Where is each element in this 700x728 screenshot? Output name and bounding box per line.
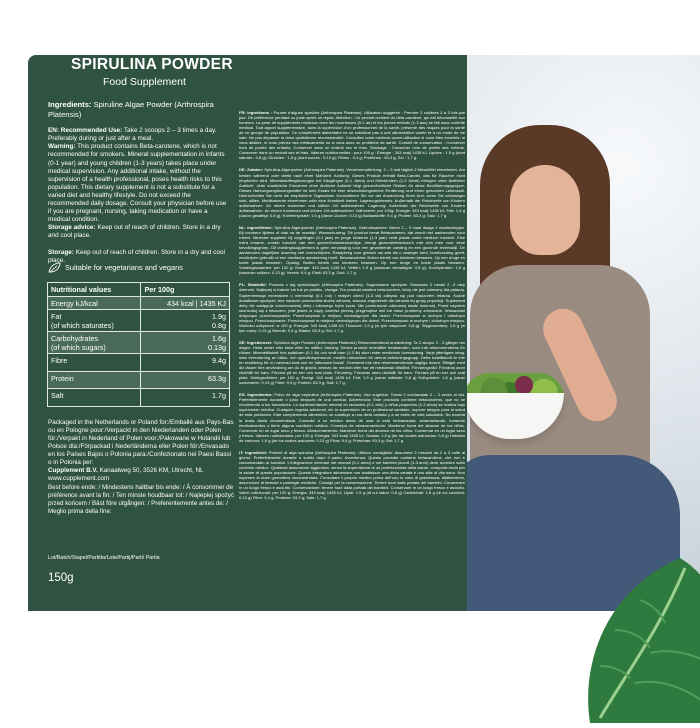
vegan-note (48, 262, 183, 273)
company-name: Cupplement B.V. (48, 467, 98, 474)
translation-text: Spirulina-Algenpulver (Arthrospira Platensis). Verzehrempfehlung: 2 – 3 mal täglich 2 Messlöffel einnehmen. Am besten während oder direkt nach einer Mahlzeit. Achtung: Dieses Produkt enthält Beta-Carotin, das für Raucher nicht empfohlen wird. Mineralstoffergänzungen bei Säuglingen (0-1 Jahre) und Kleinkindern (1-3 Jahre) erfolgen unter ärztlicher Aufsicht. Jede zusätzliche Einnahme ohne ärztliche Aufsicht birgt gesundheitliche Risiken für diese Bevölkerungsgruppe. Dieses Nahrungsergänzungsmittel ist kein Ersatz für eine abwechslungsreiche Ernährung und einen gesunden Lebensstil. Überschreiten Sie nicht die empfohlene Tagesdosis. Konsultieren Sie vor der Anwendung Ihren Arzt, wenn Sie schwanger sind, stillen, Medikamente einnehmen oder eine Krankheit haben. Lagerungshinweis: Außerhalb der Reichweite von Kindern aufbewahren. An einem trockenen und kühlen Ort aufbewahren. Lagerung: Außerhalb der Reichweite von Kindern aufbewahren. An einem trockenen und kühlen Ort aufbewahren. Nährwerte: pro 100g: Energie: 343 kcal| 1435 kJ; Fett: 1,9 g (davon gesättigt: 0,8 g); Kohlenhydrate: 1,6 g (davon Zucker: 0,13 g) Ballaststoffe: 9,4 g; Protein: 63,3 g; Salz: 1,7 g. (239, 167, 466, 218)
nutrition-value (141, 332, 230, 354)
translation-text: Spirulina Alger Powder (Arthrospira Platensis) Rekommenderad användning: Ta 2 skopor 2 - 3 gånger om dagen. Helst under eller strax efter en måltid. Varning: Denna produkt innehåller betakaroten, som inte rekommenderas för rökare. Mineraltillskott hos spädbarn (0-1 år) och små barn (1-3 år) sker under medicinsk övervakning. Varje ytterligare intag, utan övervakning av hälso- och sjukvårdspersonal, medför hälsorisker för denna befolkningsgrupp. Detta kosttillskott är inte en ersättning för en varierad kost och en hälsosam livsstil. Överskrid inte den rekommenderade dagliga dosen. Rådgör med din läkare före användning om du är gravid, ammar, tar medicin eller har ett medicinskt tillstånd. Förvaringsråd: Förvaras utom räckhåll för barn. Förvara på en torr och sval plats. Förvaring: Förvaras utom räckhåll för barn. Förvara på en torr och sval plats. Näringsvärden: per 100 g: Energi: 343 kcal| 1435 kJ; Fett: 1,9 g (varav mättade: 0,8 g) Kolhydrater: 1,6 g (varav sockerarter: 0,13 g) Fiber: 9,4 g; Protein: 63,3 g; Salt: 1,7 g. (239, 339, 465, 386)
storage-advice (48, 224, 230, 240)
carbohydrates-value: 1.6g (212, 333, 226, 343)
nutrition-row-fat (48, 310, 230, 332)
translation-es (239, 392, 465, 442)
translations-column (239, 110, 465, 507)
nutrition-value: 1.7g (141, 389, 230, 407)
translation-text: Spirulina Algenpoeder (Arthrospira Platensis). Gebruiksadvies: Neem 2 – 3 maal daags 2 maatschepjes. Bij voorkeur tijdens of vlak na de maaltijd. Waarschuwing: Dit product bevat Bètacaroteen, dat wordt niet aanbevolen voor rokers. Minerale suppletie bij zuigelingen (0-1 jaar) en jonge kinderen (1-3 jaar) vindt plaats onder medisch toezicht. Elke extra inname, zonder toezicht van een gezondheidsdeskundige, brengt gezondheidsrisico's met zich mee voor deze bevolkingsgroep. Dit voedingssupplement is geen vervanging voor een gevarieerde voeding en een gezonde levensstijl. De aanbevolen dagelijkse dosering niet overschrijden. Raadpleeg voor gebruik uw arts als u zwanger bent, borstvoeding geeft, medicijnen gebruikt of een medische aandoening heeft. Bewaaradvies: Buiten bereik van kinderen bewaren. Op een droge en koele plaats bewaren. Opslag: Buiten bereik van kinderen bewaren. Op een droge en koele plaats bewaren. Voedingswaarden: per 100 g: Energie: 343 kcal| 1435 kJ; Vetten: 1,9 g (waarvan verzadigde: 0,8 g); Koolhydraten: 1,6 g (waarvan suikers: 0,13 g); Vezels: 9,4 g; Eiwit: 63,3 g; Zout: 1,7 g. (239, 224, 466, 276)
leaf-icon (48, 262, 61, 273)
translation-it (239, 450, 465, 500)
storage-advice-text: Keep out of reach of children. Store in a dry and cool place. (48, 224, 221, 240)
nutrition-value: 9.4g (141, 354, 230, 372)
nutrition-header-row (48, 283, 230, 297)
nutrition-row-carbohydrates (48, 332, 230, 354)
decorative-leaf-icon (570, 548, 700, 728)
ingredients (48, 100, 230, 119)
translation-heading: ES: Ingredientes: (239, 392, 273, 398)
nutrition-label (48, 310, 141, 332)
nutrition-label: Salt (48, 389, 141, 407)
vegan-note-text: Suitable for vegetarians and vegans (65, 263, 183, 272)
lot-number: Lot/Batch/Stapel/Partitta/Lote/Partij/Parti/ Partia (48, 555, 160, 561)
company-address: Kanaalweg 50, 3526 KM, Utrecht, NL (99, 467, 204, 474)
translation-heading: PL: Składniki: (239, 282, 267, 288)
translation-heading: FR: Ingrédients : (239, 110, 272, 115)
translation-fr (239, 110, 465, 160)
nutrition-value (141, 310, 230, 332)
best-before: Best before ende: / Mindestens haltbar bis ende: / À consommer de préférence avant la fin: / Ten minste houdbaar tot: / Najlepiej spożyć przed końcem / Bäst före utgången: / Preferentemente antes de: / Meglio prima della fine: (48, 484, 234, 515)
nutrition-label: Energy kJ/kcal (48, 297, 141, 310)
fat-saturates-value: 0.8g (212, 320, 226, 330)
carbohydrates-label: Carbohydrates (51, 333, 99, 343)
warning-text: This product contains Beta-carotene, which is not recommended for smokers. Mineral supplementation in infants (0-1 year) and young children (1-3 years) takes place under medical supervision. Any additional intake, without the supervision of a health professional, poses health risks to this population. This dietary supplement is not a substitute for a varied diet and healthy lifestyle. Do not exceed the recommended daily dosage. Consult your physician before use if you are pregnant, nursing, taking medication or have a medical condition. (48, 143, 227, 224)
nutrition-label: Fibre (48, 354, 141, 372)
nutrition-value: 63.3g (141, 372, 230, 389)
nutrition-row-fibre (48, 354, 230, 372)
translation-heading: DE: Zutaten: (239, 167, 264, 173)
nutrition-header-label: Nutritional values (48, 283, 141, 297)
translation-de (239, 167, 465, 217)
translation-nl (239, 225, 465, 275)
sugars-label: (of which sugars) (51, 342, 106, 352)
ingredients-text: Spiruline Algae Powder (Arthrospira Platensis) (48, 100, 214, 119)
nutrition-table (47, 282, 230, 407)
fat-saturates-label: (of which saturates) (51, 320, 114, 330)
translation-heading: IT: Ingredienti: (239, 449, 268, 455)
translation-heading: SE: Ingredienser: (239, 339, 273, 345)
recommended-use-label: EN: Recommended Use: (48, 127, 123, 135)
warning-label: Warning: (48, 143, 76, 151)
net-weight: 150g (48, 572, 74, 584)
fat-value: 1.9g (212, 311, 226, 321)
product-subtitle: Food Supplement (103, 76, 186, 88)
translation-heading: NL: Ingrediënten: (239, 224, 273, 230)
translation-se (239, 340, 465, 385)
warning (48, 143, 230, 224)
storage-advice-label: Storage advice: (48, 224, 96, 232)
nutrition-header-value: Per 100g (141, 283, 230, 297)
packaged-text: Packaged in the Netherlands or Poland for:/Emballé aux Pays-Bas ou en Pologne pour:/Verpackt in den Niederlanden oder Polen für:/Verpakt in Nederland of Polen voor:/Pakowane w Holandii lub Polsce dla:/Förpackad i Nederländerna eller Polen för:/Envasado en los Países Bajos o Polonia para:/Confezionato nei Paesi Bassi o in Polonia per: (48, 419, 234, 466)
nutrition-row-energy (48, 297, 230, 310)
nutrition-row-protein (48, 372, 230, 389)
translation-text: Polvo de alga espirulina (Arthrospira Platensis). Uso sugerido: Tomar 2 cucharadas 2 – 3 veces al día. Preferiblemente durante o justo después de una comida. Advertencia: Este producto contiene betacaroteno, que no se recomienda a los fumadores. La suplementación mineral en lactantes (0-1 año) y niños pequeños (1-3 años) se realiza bajo supervisión médica. Cualquier ingesta adicional, sin la supervisión de un profesional sanitario, supone riesgos para la salud de esta población. Este complemento alimenticio no sustituye a una dieta variada y a un estilo de vida saludable. No exceda la dosis diaria recomendada. Consulte a su médico antes de usar si está embarazada, amamantando, tomando medicamentos o tiene alguna condición médica. Consejos de almacenamiento: Mantener fuera del alcance de los niños. Conservar en un lugar seco y fresco. Almacenamiento: Mantener fuera del alcance de los niños. Conservar en un lugar seco y fresco. Valores nutricionales: por 100 g: Energía: 343 kcal| 1435 kJ; Grasas: 1,9 g (de las cuales saturadas: 0,8 g) Hidratos de carbono: 1,6 g (de los cuales azúcares: 0,13 g) Fibra: 9,4 g; Proteínas: 63,3 g; Sal: 1,7 g. (239, 392, 466, 443)
nutrition-label (48, 332, 141, 354)
nutrition-label: Protein (48, 372, 141, 389)
translation-text: Polvere di alga spirulina (Arthrospira Platensis). Utilizzo consigliato: Assumere 2 misurini da 2 a 3 volte al giorno. Preferibilmente durante o subito dopo il pasto. Avvertenza: Questo prodotto contiene betacarotene, che non è raccomandato ai fumatori. L'integrazione minerale nei neonati (0-1 anno) e nei bambini piccoli (1-3 anni) deve avvenire sotto controllo medico. Qualsiasi assunzione aggiuntiva, senza la supervisione di un professionista della salute, comporta rischi per la salute di questa popolazione. Questo integratore alimentare non sostituisce una dieta variata e uno stile di vita sano. Non superare la dose giornaliera raccomandata. Consultare il proprio medico prima dell'uso in caso di gravidanza, allattamento, assunzione di farmaci o patologie mediche. Consigli per la conservazione: Tenere fuori dalla portata dei bambini. Conservare in un luogo fresco e asciutto. Conservazione: tenere fuori dalla portata dei bambini. Conservare in un luogo fresco e asciutto. Valori nutrizionali: per 100 g: Energia: 343 kcal| 1435 kJ; Lipidi: 1,9 g (di cui saturi: 0,8 g) Carboidrati: 1,6 g (di cui zuccheri: 0,13 g) Fibre: 9,4 g; Proteine: 63,3 g; Sale: 1,7 g. (239, 449, 466, 501)
storage-text: Keep out of reach of children. Store in a dry and cool place. (48, 248, 225, 264)
translation-pl (239, 282, 465, 332)
translation-text: Poudre d'algues spiruline (Arthrospira Platensis). Utilisation suggérée : Prendre 2 cuillères 2 à 3 fois par jour. De préférence pendant ou juste après un repas. Attention : Ce produit contient du bêta-carotène, qui est déconseillé aux fumeurs. La prise de suppléments minéraux chez les nourrissons (0-1 an) et les jeunes enfants (1-3 ans) se fait sous contrôle médical. Tout apport supplémentaire, sans la supervision d'un professionnel de la santé, présente des risques pour la santé de ce groupe de population. Ce complément alimentaire ne se substitue pas à une alimentation variée et à un mode de vie sain. Ne pas dépasser la dose quotidienne recommandée. Consultez votre médecin avant utilisation si vous êtes enceinte, si vous allaitez, si vous prenez des médicaments ou si vous avez un problème de santé. Conseil de conservation : Conserver hors de portée des enfants. Conserver dans un endroit sec et frais. Stockage : Conserver hors de portée des enfants. Conserver dans un endroit sec et frais. Valeurs nutritionnelles : pour 100 g : Énergie : 343 kcal| 1435 kJ; Lipides : 1,9 g (dont saturés : 0,8 g); Glucides : 1,6 g (dont sucres : 0,13 g); Fibres : 9,4 g; Protéines : 63,3 g; Sel : 1,7 g. (239, 110, 466, 161)
product-lifestyle-photo (440, 55, 700, 611)
photo-face (510, 165, 580, 255)
recommended-use-text: Take 2 scoops 2 – 3 times a day. Preferably during or just after a meal. (48, 127, 217, 143)
packaging-info (48, 419, 234, 483)
sugars-value: 0.13g (208, 342, 226, 352)
nutrition-value: 434 kcal | 1435 KJ (141, 297, 230, 310)
nutrition-row-salt (48, 389, 230, 407)
translation-text: Proszek z alg spiruliowych (Arthrospira Platensis). Sugerowane spożycie: Stosować 2 miarki 2 -3 razy dziennie. Najlepiej w trakcie lub tuż po posiłku. Uwaga: Ten produkt zawiera beta-karoten, który nie jest zalecany dla palaczy. Suplementacja minerałami u niemowląt (0-1 rok) i małych dzieci (1-3 lat) odbywa się pod nadzorem lekarza. Każde dodatkowe spożycie, bez nadzoru pracownika służby zdrowia, stanowi zagrożenie dla zdrowia tej grupy populacji. Suplement diety nie zastępuje zróżnicowanej diety i zdrowego trybu życia. Nie przekraczać zalecanej dawki dziennej. Przed użyciem skonsultuj się z lekarzem, jeśli jesteś w ciąży, karmisz piersią, przyjmujesz leki lub masz problemy zdrowotne. Wskazówki dotyczące przechowywania: Przechowywać w miejscu niedostępnym dla dzieci. Przechowywać w suchym i chłodnym miejscu. Przechowywanie: Przechowywać w miejscu niedostępnym dla dzieci. Przechowywać w suchym i chłodnym miejscu. Wartości odżywcze: w 100 g: Energia: 343 kcal| 1435 kJ; Tłuszcze: 1,9 g (w tym nasycone: 0,8 g); Węglowodany: 1,6 g (w tym cukry: 0,13 g) Błonnik: 9,4 g; Białko: 63,3 g; Sól: 1,7 g. (239, 282, 465, 333)
product-title: SPIRULINA POWDER (71, 56, 233, 73)
english-info (48, 100, 230, 265)
recommended-use (48, 127, 230, 143)
storage-label: Storage: (48, 248, 74, 256)
fat-label: Fat (51, 311, 62, 321)
company-website: www.cupplement.com (48, 475, 110, 482)
ingredients-label: Ingredients: (48, 100, 92, 109)
